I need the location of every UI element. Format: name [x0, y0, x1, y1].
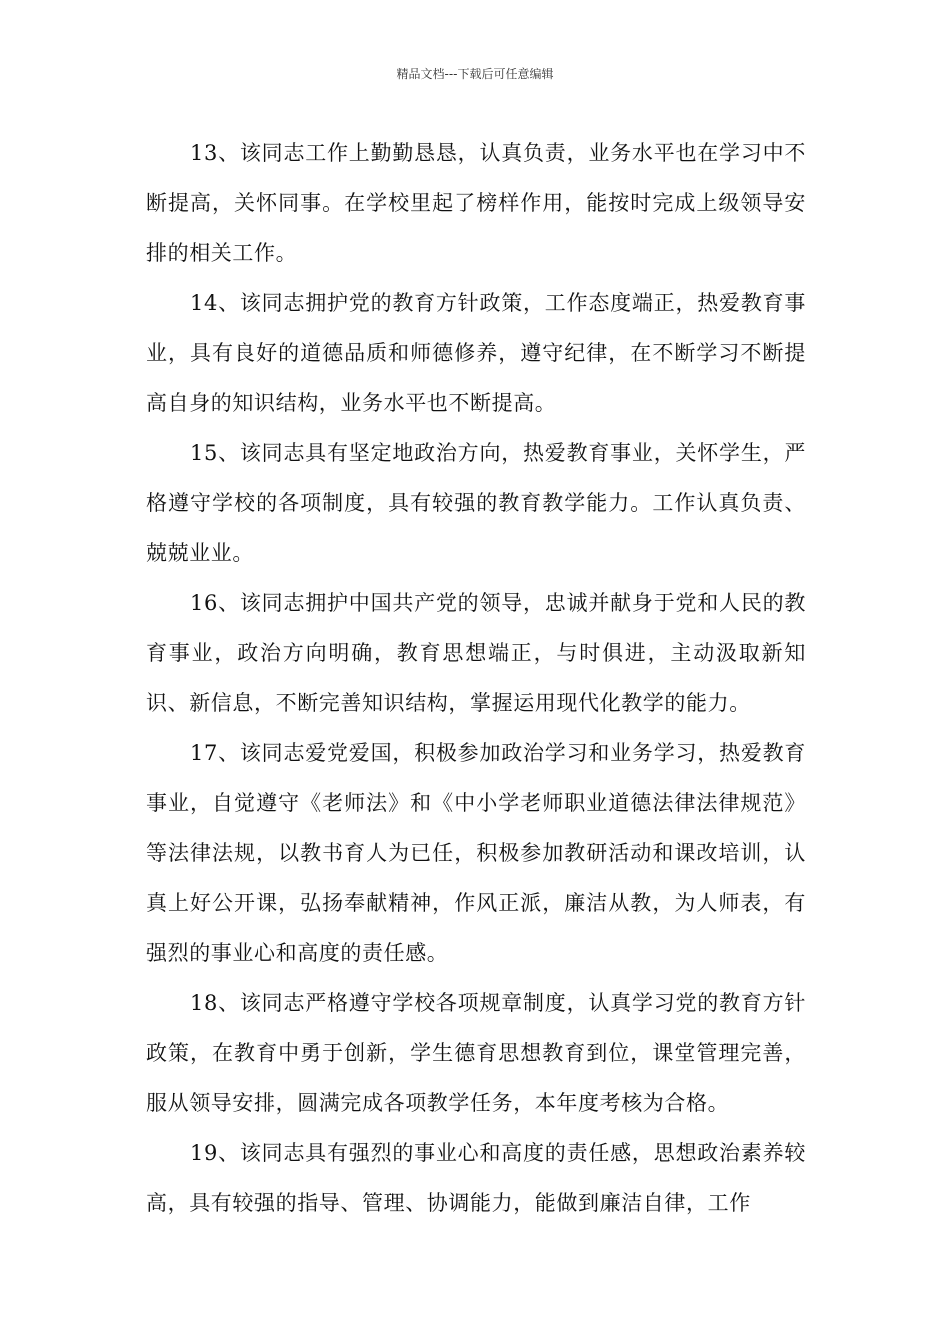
- paragraph-18: 18、该同志严格遵守学校各项规章制度，认真学习党的教育方针政策，在教育中勇于创新，学生德育思想教育到位，课堂管理完善，服从领导安排，圆满完成各项教学任务，本年度考核为合格。: [146, 991, 806, 1115]
- paragraph-17: 17、该同志爱党爱国，积极参加政治学习和业务学习，热爱教育事业，自觉遵守《老师法》和《中小学老师职业道德法律法律规范》等法律法规，以教书育人为已任，积极参加教研活动和课改培训，认真上好公开课，弘扬奉献精神，作风正派，廉洁从教，为人师表，有强烈的事业心和高度的责任感。: [146, 741, 806, 965]
- paragraph-19: 19、该同志具有强烈的事业心和高度的责任感，思想政治素养较高，具有较强的指导、管理、协调能力，能做到廉洁自律，工作: [146, 1141, 806, 1215]
- paragraph-15: 15、该同志具有坚定地政治方向，热爱教育事业，关怀学生，严格遵守学校的各项制度，具有较强的教育教学能力。工作认真负责、兢兢业业。: [146, 441, 806, 565]
- page-header: 精品文档---下载后可任意编辑: [396, 67, 554, 81]
- paragraph-16: 16、该同志拥护中国共产党的领导，忠诚并献身于党和人民的教育事业，政治方向明确，教育思想端正，与时俱进，主动汲取新知识、新信息，不断完善知识结构，掌握运用现代化教学的能力。: [146, 591, 806, 715]
- paragraph-14: 14、该同志拥护党的教育方针政策，工作态度端正，热爱教育事业，具有良好的道德品质和师德修养，遵守纪律，在不断学习不断提高自身的知识结构，业务水平也不断提高。: [146, 291, 806, 415]
- paragraph-13: 13、该同志工作上勤勤恳恳，认真负责，业务水平也在学习中不断提高，关怀同事。在学校里起了榜样作用，能按时完成上级领导安排的相关工作。: [146, 141, 806, 265]
- document-body: [146, 128, 806, 1228]
